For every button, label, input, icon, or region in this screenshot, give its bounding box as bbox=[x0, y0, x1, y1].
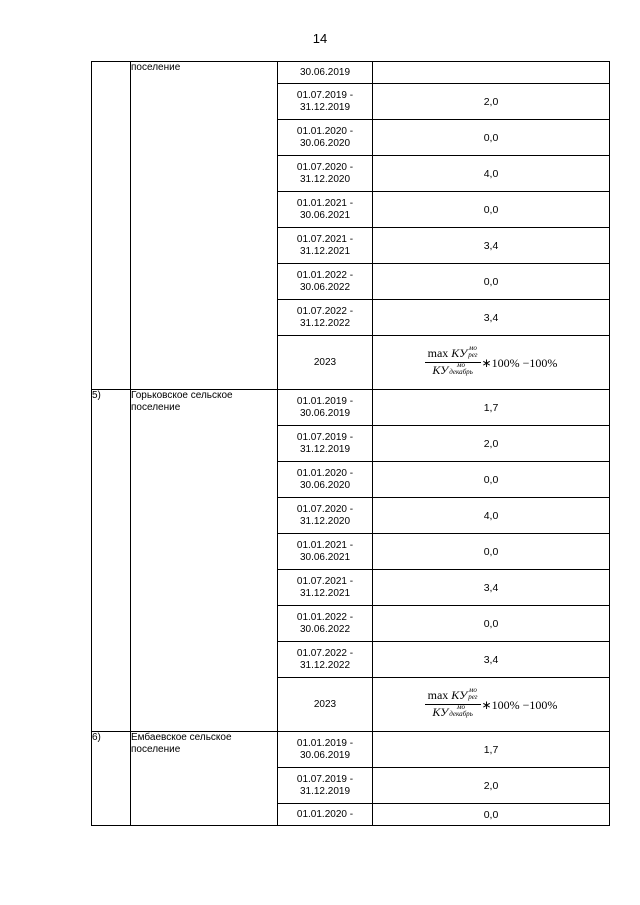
value-text: 2,0 bbox=[483, 437, 499, 450]
formula-sup: мо bbox=[457, 361, 465, 370]
formula-numerator bbox=[425, 344, 481, 363]
period-cell bbox=[278, 228, 373, 264]
value-cell bbox=[373, 390, 610, 426]
row-number-cell: 5) bbox=[92, 390, 131, 732]
value-cell bbox=[373, 228, 610, 264]
value-text: 0,0 bbox=[483, 275, 499, 288]
period-text: 01.07.2022 - 31.12.2022 bbox=[296, 305, 354, 329]
period-text: 01.01.2021 - 30.06.2021 bbox=[296, 197, 354, 221]
formula-sub: рег bbox=[468, 693, 478, 701]
period-text: 01.01.2019 - 30.06.2019 bbox=[296, 737, 354, 761]
period-cell bbox=[278, 606, 373, 642]
row-number-cell: 6) bbox=[92, 732, 131, 826]
period-text: 01.01.2022 - 30.06.2022 bbox=[296, 611, 354, 635]
period-cell bbox=[278, 390, 373, 426]
table-row bbox=[92, 62, 610, 84]
value-cell bbox=[373, 264, 610, 300]
period-cell bbox=[278, 678, 373, 732]
value-text: 3,4 bbox=[483, 239, 499, 252]
value-text: 2,0 bbox=[483, 95, 499, 108]
max-growth-formula bbox=[425, 686, 558, 721]
formula-denominator bbox=[429, 363, 475, 378]
value-text: 0,0 bbox=[483, 131, 499, 144]
period-cell bbox=[278, 804, 373, 826]
period-cell bbox=[278, 62, 373, 84]
period-text: 01.07.2019 - 31.12.2019 bbox=[296, 89, 354, 113]
max-growth-formula bbox=[425, 344, 558, 379]
value-cell bbox=[373, 534, 610, 570]
value-text: 0,0 bbox=[483, 545, 499, 558]
settlement-name-cell: Горьковское сельское поселение bbox=[131, 390, 278, 732]
period-text: 01.07.2021 - 31.12.2021 bbox=[296, 233, 354, 257]
formula-ku: КУ bbox=[432, 705, 449, 719]
period-text: 01.07.2021 - 31.12.2021 bbox=[296, 575, 354, 599]
period-cell bbox=[278, 768, 373, 804]
period-text: 01.01.2020 - bbox=[296, 808, 354, 820]
value-cell bbox=[373, 642, 610, 678]
formula-indices bbox=[449, 362, 473, 376]
value-cell bbox=[373, 804, 610, 826]
settlement-tariff-table bbox=[91, 61, 610, 826]
value-cell bbox=[373, 426, 610, 462]
value-cell bbox=[373, 462, 610, 498]
period-text: 2023 bbox=[313, 356, 337, 368]
value-cell bbox=[373, 156, 610, 192]
period-cell bbox=[278, 642, 373, 678]
formula-fraction bbox=[425, 344, 481, 379]
formula-denominator bbox=[429, 705, 475, 720]
period-text: 01.07.2020 - 31.12.2020 bbox=[296, 161, 354, 185]
formula-fraction bbox=[425, 686, 481, 721]
period-text: 01.01.2022 - 30.06.2022 bbox=[296, 269, 354, 293]
period-cell bbox=[278, 570, 373, 606]
page-number: 14 bbox=[312, 31, 328, 46]
formula-indices bbox=[468, 345, 477, 359]
value-cell bbox=[373, 768, 610, 804]
period-text: 01.07.2019 - 31.12.2019 bbox=[296, 431, 354, 455]
period-cell bbox=[278, 120, 373, 156]
value-cell bbox=[373, 300, 610, 336]
formula-tail: ∗100% −100% bbox=[481, 355, 558, 370]
value-text: 0,0 bbox=[483, 203, 499, 216]
period-text: 01.07.2020 - 31.12.2020 bbox=[296, 503, 354, 527]
formula-sub: декабрь bbox=[449, 710, 473, 719]
formula-max: max bbox=[427, 687, 449, 702]
value-cell bbox=[373, 570, 610, 606]
formula-indices bbox=[449, 704, 473, 718]
value-cell bbox=[373, 678, 610, 732]
value-cell bbox=[373, 84, 610, 120]
period-text: 01.01.2021 - 30.06.2021 bbox=[296, 539, 354, 563]
formula-numerator bbox=[425, 686, 481, 705]
value-cell bbox=[373, 606, 610, 642]
period-cell bbox=[278, 84, 373, 120]
value-text: 1,7 bbox=[483, 401, 499, 414]
value-cell bbox=[373, 120, 610, 156]
value-cell bbox=[373, 336, 610, 390]
value-cell bbox=[373, 62, 610, 84]
value-text: 0,0 bbox=[483, 617, 499, 630]
period-text: 01.01.2020 - 30.06.2020 bbox=[296, 467, 354, 491]
period-cell bbox=[278, 462, 373, 498]
period-cell bbox=[278, 156, 373, 192]
settlement-name-cell: Ембаевское сельское поселение bbox=[131, 732, 278, 826]
period-text: 01.07.2019 - 31.12.2019 bbox=[296, 773, 354, 797]
value-cell bbox=[373, 732, 610, 768]
formula-tail: ∗100% −100% bbox=[481, 697, 558, 712]
period-text: 01.01.2019 - 30.06.2019 bbox=[296, 395, 354, 419]
period-cell bbox=[278, 534, 373, 570]
value-text: 3,4 bbox=[483, 653, 499, 666]
value-cell bbox=[373, 498, 610, 534]
period-text: 2023 bbox=[313, 698, 337, 710]
formula-max: max bbox=[427, 345, 449, 360]
value-cell bbox=[373, 192, 610, 228]
row-number-cell bbox=[92, 62, 131, 390]
period-text: 30.06.2019 bbox=[299, 66, 351, 78]
formula-ku: КУ bbox=[451, 345, 468, 360]
period-cell bbox=[278, 426, 373, 462]
formula-sub: декабрь bbox=[449, 368, 473, 377]
period-cell bbox=[278, 498, 373, 534]
period-cell bbox=[278, 300, 373, 336]
period-text: 01.01.2020 - 30.06.2020 bbox=[296, 125, 354, 149]
period-cell bbox=[278, 264, 373, 300]
table-row bbox=[92, 732, 610, 768]
value-text: 0,0 bbox=[483, 473, 499, 486]
value-text: 0,0 bbox=[483, 808, 499, 821]
period-text: 01.07.2022 - 31.12.2022 bbox=[296, 647, 354, 671]
formula-sup: мо bbox=[457, 703, 465, 712]
formula-sub: рег bbox=[468, 351, 478, 359]
formula-ku: КУ bbox=[451, 687, 468, 702]
period-cell bbox=[278, 732, 373, 768]
formula-ku: КУ bbox=[432, 363, 449, 377]
value-text: 3,4 bbox=[483, 311, 499, 324]
value-text: 4,0 bbox=[483, 509, 499, 522]
value-text: 2,0 bbox=[483, 779, 499, 792]
settlement-name-cell: поселение bbox=[131, 62, 278, 390]
period-cell bbox=[278, 192, 373, 228]
table-row bbox=[92, 390, 610, 426]
value-text: 4,0 bbox=[483, 167, 499, 180]
value-text: 1,7 bbox=[483, 743, 499, 756]
formula-sup: мо bbox=[468, 686, 477, 694]
value-text: 3,4 bbox=[483, 581, 499, 594]
formula-indices bbox=[468, 687, 477, 701]
period-cell bbox=[278, 336, 373, 390]
formula-sup: мо bbox=[468, 344, 477, 352]
